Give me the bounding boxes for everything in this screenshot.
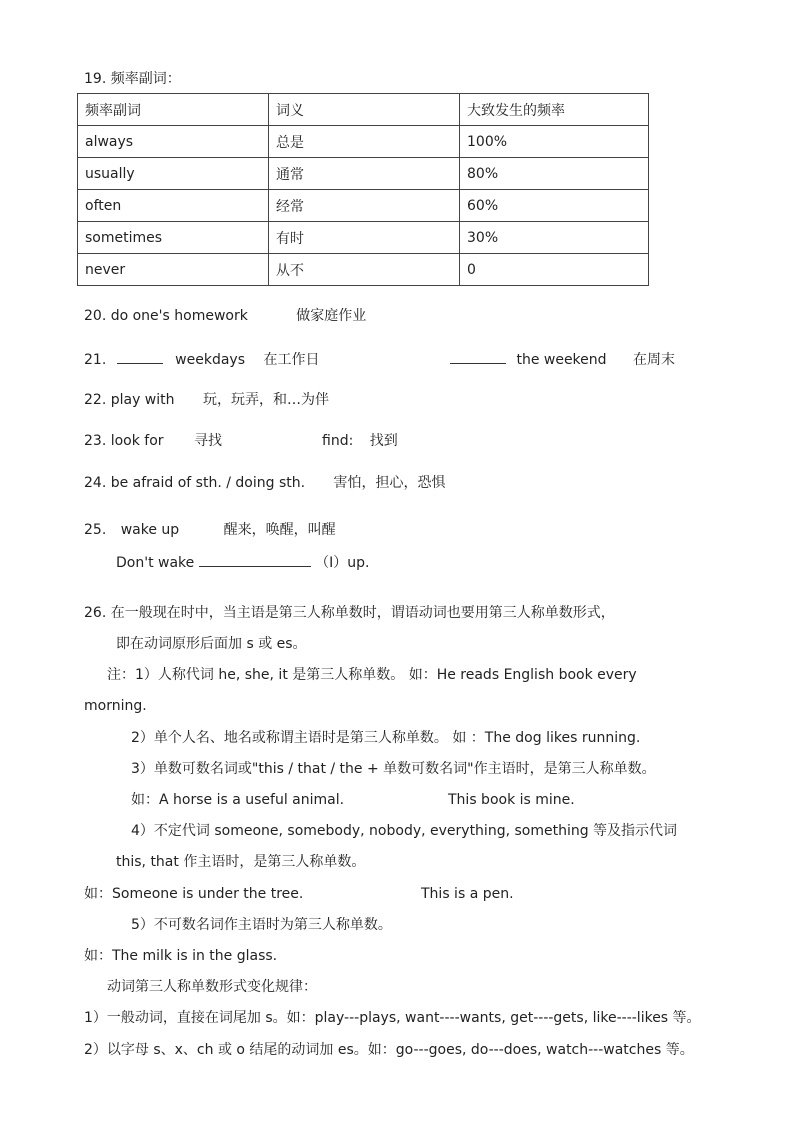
phrase-cn: 醒来，唤醒，叫醒 xyxy=(223,522,336,538)
section-20 xyxy=(84,307,366,325)
table-cell: 总是 xyxy=(269,126,460,158)
table-cell: 从不 xyxy=(269,254,460,286)
note-3: 3）单数可数名词或"this / that / the + 单数可数名词"作主语时，是第三人称单数。 xyxy=(131,761,656,777)
table-header-row xyxy=(78,94,649,126)
header-cell: 大致发生的频率 xyxy=(460,94,649,126)
note-3-example-1: 如：A horse is a useful animal. xyxy=(131,792,345,808)
table-cell: 0 xyxy=(460,254,649,286)
phrase-en: the weekend xyxy=(516,352,607,368)
section-25-example xyxy=(116,552,370,572)
section-26-line2: 即在动词原形后面加 s 或 es。 xyxy=(116,636,307,652)
note-2: 2）单个人名、地名或称谓主语时是第三人称单数。 如 ：The dog likes running. xyxy=(131,730,641,746)
note-4-example-1: 如：Someone is under the tree. xyxy=(84,886,304,902)
section-21b xyxy=(450,349,675,369)
rules-title: 动词第三人称单数形式变化规律： xyxy=(107,979,317,995)
table-cell: 通常 xyxy=(269,158,460,190)
section-26-line1: 26. 在一般现在时中，当主语是第三人称单数时，谓语动词也要用第三人称单数形式， xyxy=(84,605,615,621)
phrase-cn: 在工作日 xyxy=(263,352,320,368)
note-4: 4）不定代词 someone, somebody, nobody, everything, something 等及指示代词 xyxy=(131,823,678,839)
section-21 xyxy=(84,349,319,369)
item-number: 25. xyxy=(84,522,107,538)
table-cell: always xyxy=(78,126,269,158)
table-cell: 100% xyxy=(460,126,649,158)
fill-blank[interactable] xyxy=(199,552,311,567)
note-4-example-2: This is a pen. xyxy=(421,886,514,902)
table-cell: 有时 xyxy=(269,222,460,254)
section-25 xyxy=(84,521,336,539)
section-24 xyxy=(84,474,446,492)
table-cell: 经常 xyxy=(269,190,460,222)
table-cell: 60% xyxy=(460,190,649,222)
fill-blank[interactable] xyxy=(450,349,506,364)
phrase-cn: 寻找 xyxy=(194,433,222,449)
table-row xyxy=(78,158,649,190)
rule-2: 2）以字母 s、x、ch 或 o 结尾的动词加 es。如：go---goes, do---does, watch---watches 等。 xyxy=(84,1042,694,1058)
phrase-cn: 做家庭作业 xyxy=(296,308,367,324)
table-row xyxy=(78,126,649,158)
table-row xyxy=(78,222,649,254)
frequency-adverb-table xyxy=(77,93,649,286)
phrase-cn: 在周末 xyxy=(633,352,675,368)
section-23b xyxy=(322,432,398,450)
note-4-cont: this, that 作主语时，是第三人称单数。 xyxy=(116,854,366,870)
table-cell: often xyxy=(78,190,269,222)
table-cell: 80% xyxy=(460,158,649,190)
table-row xyxy=(78,190,649,222)
table-cell: never xyxy=(78,254,269,286)
phrase-cn: 玩，玩弄，和…为伴 xyxy=(202,392,329,408)
phrase-cn: 害怕，担心，恐惧 xyxy=(333,475,446,491)
rule-1: 1）一般动词，直接在词尾加 s。如：play---plays, want----wants, get----gets, like----likes 等。 xyxy=(84,1010,701,1026)
phrase-en: weekdays xyxy=(175,352,246,368)
note-5-example: 如：The milk is in the glass. xyxy=(84,948,278,964)
example-suffix: （I）up. xyxy=(315,555,370,571)
phrase-en: 24. be afraid of sth. / doing sth. xyxy=(84,475,306,491)
note-1-cont: morning. xyxy=(84,698,147,714)
phrase-en: find: xyxy=(322,433,354,449)
table-row xyxy=(78,254,649,286)
fill-blank[interactable] xyxy=(117,349,163,364)
header-cell: 词义 xyxy=(269,94,460,126)
phrase-en: 22. play with xyxy=(84,392,175,408)
section-23 xyxy=(84,432,222,450)
example-prefix: Don't wake xyxy=(116,555,195,571)
note-1: 注：1）人称代词 he, she, it 是第三人称单数。 如：He reads English book every xyxy=(107,667,637,683)
note-5: 5）不可数名词作主语时为第三人称单数。 xyxy=(131,917,392,933)
phrase-en: wake up xyxy=(120,522,180,538)
table-cell: 30% xyxy=(460,222,649,254)
table-cell: usually xyxy=(78,158,269,190)
item-number: 21. xyxy=(84,352,107,368)
table-cell: sometimes xyxy=(78,222,269,254)
phrase-en: 20. do one's homework xyxy=(84,308,248,324)
header-cell: 频率副词 xyxy=(78,94,269,126)
section-19-title: 19. 频率副词： xyxy=(84,71,181,87)
section-22 xyxy=(84,391,329,409)
phrase-en: 23. look for xyxy=(84,433,164,449)
phrase-cn: 找到 xyxy=(369,433,398,449)
note-3-example-2: This book is mine. xyxy=(448,792,575,808)
